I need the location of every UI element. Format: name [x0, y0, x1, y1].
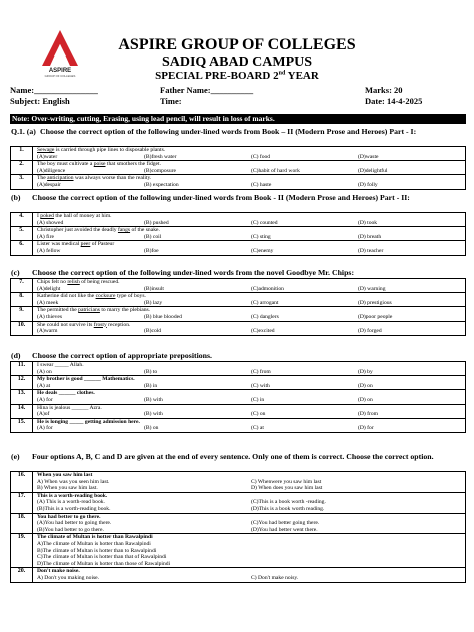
question-text: (A) for — [37, 396, 53, 403]
underlined-word: cocksure — [95, 293, 116, 300]
question-content — [33, 307, 466, 321]
section-b-heading: (b) Choose the correct option of the following under-lined words from Book - II (Modern Prose and Heroes) Part - II: — [11, 193, 410, 202]
question-text: (B) with — [144, 411, 163, 418]
question-text: (A) meek — [37, 299, 59, 306]
question-row — [11, 472, 466, 493]
question-text: The boy must cultivate a — [37, 161, 94, 168]
question-text — [37, 328, 465, 335]
question-row — [11, 362, 466, 376]
question-text: (D)delightful — [358, 167, 388, 174]
question-number: 17. — [11, 492, 33, 513]
question-text: (B) blue blooded — [144, 313, 182, 320]
question-text: (C) at — [251, 425, 264, 432]
question-text: (D) for — [358, 425, 374, 432]
question-number: 15. — [11, 418, 33, 432]
question-text: (A) on — [37, 368, 52, 375]
question-text — [37, 506, 465, 513]
question-text: of the snake. — [130, 227, 160, 234]
question-content — [33, 147, 466, 161]
question-text: (D) prestigious — [358, 299, 392, 306]
question-row — [11, 404, 466, 418]
question-number: 19. — [11, 534, 33, 568]
exam-note: Note: Over-writing, cutting, Erasing, using lead pencil, will result in loss of marks. — [10, 114, 466, 124]
question-text: (C)This is a book worth -reading. — [251, 499, 326, 506]
section-b-table — [10, 212, 466, 256]
question-content — [33, 376, 466, 390]
question-text: (C)enemy — [251, 247, 274, 254]
svg-text:GROUP OF COLLEGES: GROUP OF COLLEGES — [44, 74, 76, 78]
question-number: 2. — [11, 161, 33, 175]
question-text: that smothers the fidget. — [105, 161, 161, 168]
question-text: (B) coil — [144, 233, 162, 240]
question-content — [33, 513, 466, 534]
question-text — [37, 300, 465, 307]
question-text: (B) pushed — [144, 219, 169, 226]
question-text — [37, 499, 465, 506]
question-text: (C)You had better going there. — [251, 520, 320, 527]
question-text — [37, 213, 465, 220]
question-text: I — [37, 213, 41, 219]
question-text: (B) with — [144, 396, 163, 403]
question-row — [11, 321, 466, 335]
time-field: Time: — [160, 96, 182, 106]
question-text: (A)diligence — [37, 167, 66, 174]
question-text: (B)You had better to go there. — [37, 526, 104, 533]
question-row — [11, 279, 466, 293]
question-content — [33, 404, 466, 418]
question-text — [37, 527, 465, 534]
question-content — [33, 472, 466, 493]
question-number: 6. — [11, 241, 33, 255]
question-number: 16. — [11, 472, 33, 493]
question-row — [11, 241, 466, 255]
question-row — [11, 161, 466, 175]
question-text: type of boys. — [115, 293, 146, 300]
question-text: I swear _____ Allah. — [37, 362, 84, 368]
question-text — [37, 147, 465, 154]
question-text — [37, 175, 465, 182]
question-text: (D)You had better went there. — [251, 526, 318, 533]
question-text: He deals ______ clothes. — [37, 390, 95, 397]
question-content — [33, 241, 466, 255]
question-text: C) Don't make noisy. — [251, 574, 299, 581]
question-row — [11, 293, 466, 307]
question-text — [37, 425, 465, 432]
question-text: (B) on — [144, 425, 159, 432]
question-text: (A)despair — [37, 181, 61, 188]
section-e-table — [10, 471, 466, 583]
question-text — [37, 397, 465, 404]
question-text — [37, 520, 465, 527]
question-text: (D) took — [358, 219, 378, 226]
question-number: 8. — [11, 293, 33, 307]
question-text: (A) fire — [37, 233, 54, 240]
question-row — [11, 376, 466, 390]
question-text: (C) with — [251, 382, 270, 389]
question-text: (C) on — [251, 411, 266, 418]
question-text: C) Whenwere you saw him last — [251, 478, 322, 485]
question-content — [33, 161, 466, 175]
question-number: 1. — [11, 147, 33, 161]
question-text: This is a worth-reading book. — [37, 492, 108, 499]
question-text: (A) This is a worth-read book. — [37, 499, 105, 506]
question-text: Chips felt no — [37, 279, 68, 285]
question-text: of Pasteur — [90, 241, 115, 248]
question-text: B) When you saw him last. — [37, 485, 98, 492]
underlined-word: frosty — [93, 321, 107, 328]
underlined-word: patricians — [78, 307, 100, 314]
question-text: the ball of money at him. — [53, 213, 112, 219]
question-text: (D)This is a book worth reading. — [251, 505, 325, 512]
section-d-table — [10, 361, 466, 433]
question-row — [11, 175, 466, 189]
question-text: A)The climate of Multan is hotter than Rawalpindi — [37, 540, 151, 547]
question-text: (C)admonition — [251, 285, 284, 292]
question-text: (B)fresh water — [144, 153, 177, 160]
question-text: He is longing _____ getting admission here. — [37, 418, 140, 425]
question-content — [33, 175, 466, 189]
question-text — [37, 314, 465, 321]
question-text: reception. — [106, 321, 131, 328]
question-text — [37, 248, 465, 255]
question-text: (C) in — [251, 396, 265, 403]
college-name: ASPIRE GROUP OF COLLEGES — [118, 36, 356, 53]
question-number: 5. — [11, 227, 33, 241]
question-text: A) Don't you making noise. — [37, 574, 100, 581]
question-number: 3. — [11, 175, 33, 189]
question-number: 9. — [11, 307, 33, 321]
question-text: (D) breath — [358, 233, 382, 240]
underlined-word: poked — [40, 213, 54, 219]
question-text: (C) arrogant — [251, 299, 279, 306]
question-text: (D) teacher — [358, 247, 384, 254]
question-number: 10. — [11, 321, 33, 335]
section-a-heading: Q.1. (a) Choose the correct option of the following under-lined words from Book – II (Modern Prose and Heroes) Part - I: — [11, 127, 417, 136]
question-text: A) When was you seen him last. — [37, 478, 110, 485]
question-text — [37, 241, 465, 248]
question-text: D)The climate of Multan is hotter than those of Rawalpindi — [37, 560, 171, 567]
question-content — [33, 293, 466, 307]
question-content — [33, 390, 466, 404]
question-content — [33, 213, 466, 227]
question-text: (B)composure — [144, 167, 177, 174]
date-field: Date: 14-4-2025 — [365, 96, 423, 106]
question-number: 20. — [11, 568, 33, 582]
underlined-word: Sewage — [37, 147, 55, 153]
question-text: (B)cold — [144, 328, 162, 335]
question-text: Katherine did not like the — [37, 293, 96, 300]
question-text — [37, 234, 465, 241]
section-c-heading: (c) Choose the correct option of the following under-lined words from the novel Goodbye Mr. Chips: — [11, 268, 355, 277]
subject-field: Subject: English — [10, 96, 70, 106]
question-text — [37, 411, 465, 418]
question-content — [33, 227, 466, 241]
question-row — [11, 390, 466, 404]
underlined-word: fangs — [117, 227, 131, 234]
question-text: The climate of Multan is hotter than Rawalpindi — [37, 534, 153, 541]
question-text: (A)water — [37, 153, 58, 160]
question-text: (A)You had better to going there. — [37, 520, 112, 527]
underlined-word: relish — [67, 279, 80, 285]
question-content — [33, 568, 466, 582]
question-text: The — [37, 175, 48, 182]
question-row — [11, 568, 466, 582]
question-number: 12. — [11, 376, 33, 390]
question-text: (D) forged — [358, 328, 382, 335]
question-row — [11, 147, 466, 161]
question-number: 14. — [11, 404, 33, 418]
question-row — [11, 492, 466, 513]
question-content — [33, 418, 466, 432]
question-text — [37, 485, 465, 492]
question-row — [11, 513, 466, 534]
question-text — [37, 369, 465, 376]
question-row — [11, 534, 466, 568]
question-text: (B) in — [144, 382, 158, 389]
question-number: 13. — [11, 390, 33, 404]
question-text: She could not survive its — [37, 321, 94, 328]
question-text: Christopher just avoided the deadly — [37, 227, 118, 234]
question-number: 11. — [11, 362, 33, 376]
question-text: When you saw him last — [37, 472, 93, 478]
question-text: You had better to go there. — [37, 513, 101, 520]
section-d-heading: (d) Choose the correct option of appropriate prepositions. — [11, 351, 212, 360]
question-text: The permitted the — [37, 307, 79, 314]
name-field: Name:_______________ — [10, 85, 98, 95]
question-number: 18. — [11, 513, 33, 534]
question-text: (B)This is a worth-reading book. — [37, 505, 111, 512]
question-text: (D) on — [358, 396, 373, 403]
question-text: (A)of — [37, 411, 50, 418]
question-text: (C) haste — [251, 181, 272, 188]
question-text — [37, 293, 465, 300]
question-text: was always worse than the reality. — [73, 175, 152, 182]
question-text — [37, 279, 465, 286]
question-text: (C) sting — [251, 233, 271, 240]
question-text: (D) warning — [358, 285, 386, 292]
question-text: (C) from — [251, 368, 271, 375]
question-text — [37, 182, 465, 189]
question-text: (A) showed — [37, 219, 64, 226]
underlined-word: peer — [80, 241, 91, 248]
question-text: D) When does you saw him last — [251, 485, 323, 492]
question-text — [37, 154, 465, 161]
question-text — [37, 161, 465, 168]
question-text: (C) food — [251, 153, 271, 160]
campus-name: SADIQ ABAD CAMPUS — [161, 55, 313, 70]
underlined-word: poise — [93, 161, 106, 168]
question-text: (A)warm — [37, 328, 58, 335]
question-content — [33, 534, 466, 568]
question-text: (A) thieves — [37, 313, 63, 320]
question-text: My brother is good ______ Mathematics. — [37, 376, 135, 383]
question-text: C)The climate of Multan is hotter than that of Rawalpindi — [37, 554, 167, 561]
question-text — [37, 383, 465, 390]
question-text: of being rescued. — [79, 279, 120, 285]
question-text: (D) folly — [358, 181, 378, 188]
svg-text:ASPIRE: ASPIRE — [48, 68, 72, 74]
section-e-heading: (e) Four options A, B, C and D are given at the end of every sentence. Only one of them is correct. Choose the correct option. — [11, 452, 434, 461]
question-text: (D) from — [358, 411, 379, 418]
question-content — [33, 362, 466, 376]
question-text — [37, 220, 465, 227]
question-content — [33, 492, 466, 513]
exam-title: SPECIAL PRE-BOARD 2nd YEAR — [155, 70, 319, 82]
father-name-field: Father Name:__________ — [160, 85, 254, 95]
question-row — [11, 213, 466, 227]
question-number: 7. — [11, 279, 33, 293]
question-text: (C) danglers — [251, 313, 279, 320]
question-row — [11, 307, 466, 321]
question-text: (D) by — [358, 368, 373, 375]
question-text — [37, 286, 465, 293]
question-text: (D) on — [358, 382, 373, 389]
question-row — [11, 418, 466, 432]
question-text: (A) at — [37, 382, 51, 389]
question-text: (A) for — [37, 425, 53, 432]
question-text: is carried through pipe lines to disposable plants. — [54, 147, 166, 153]
question-text: (C)excited — [251, 328, 275, 335]
question-text: (C)habit of hard work — [251, 167, 300, 174]
question-text: Lister was medical — [37, 241, 81, 248]
question-text: Don't make noise. — [37, 568, 80, 575]
question-text: (C) counted — [251, 219, 278, 226]
question-row — [11, 227, 466, 241]
marks-field: Marks: 20 — [365, 85, 403, 95]
question-text: (B) lazy — [144, 299, 163, 306]
section-c-table — [10, 278, 466, 336]
question-content — [33, 279, 466, 293]
question-content — [33, 321, 466, 335]
question-text — [37, 168, 465, 175]
question-text — [37, 227, 465, 234]
question-text: (B)foe — [144, 247, 159, 254]
section-a-table — [10, 146, 466, 190]
question-text: (B) expectation — [144, 181, 179, 188]
question-text: (B)insult — [144, 285, 164, 292]
underlined-word: anticipation — [47, 175, 74, 182]
question-number: 4. — [11, 213, 33, 227]
question-text: (A) fellow — [37, 247, 61, 254]
question-text: Hina is jealous ______ Azra. — [37, 404, 102, 411]
question-text — [37, 575, 465, 582]
question-text: B)The climate of Multan is hotter than to Rawalpindi — [37, 547, 157, 554]
question-text — [37, 307, 465, 314]
question-text: (D)waste — [358, 153, 379, 160]
question-text: (A)delight — [37, 285, 61, 292]
question-text: (B) to — [144, 368, 158, 375]
question-text: to marry the plebians. — [99, 307, 151, 314]
question-text: (D)poor people — [358, 313, 393, 320]
